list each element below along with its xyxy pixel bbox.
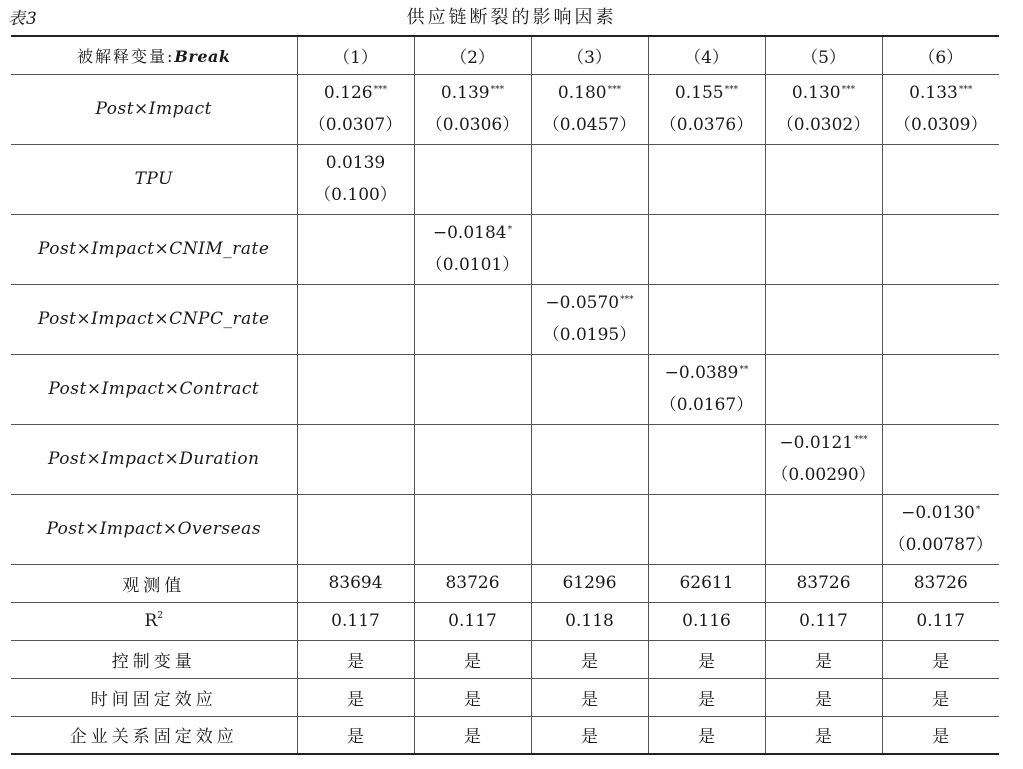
- dependent-variable-label: [11, 36, 297, 74]
- significance-stars: **: [739, 365, 749, 375]
- time-fe-value: 是: [414, 678, 531, 716]
- r-squared-value: 0.117: [882, 602, 999, 640]
- significance-stars: ***: [841, 85, 856, 95]
- table-title: 供应链断裂的影响因素: [406, 7, 617, 28]
- controls-value: 是: [297, 640, 414, 678]
- estimate-stack: [532, 77, 648, 141]
- coefficient-value-line: [326, 147, 385, 179]
- coefficient-value: −0.0570: [545, 293, 620, 313]
- standard-error: （0.0376）: [659, 115, 754, 135]
- coefficient-rows: [11, 74, 999, 564]
- r-squared-value: 0.117: [765, 602, 882, 640]
- significance-stars: ***: [607, 85, 622, 95]
- coefficient-cell: [531, 284, 648, 354]
- coefficient-cell: [765, 144, 882, 214]
- coefficient-value-line: [901, 497, 980, 529]
- coefficient-cell: [297, 144, 414, 214]
- coefficient-row: [11, 214, 999, 284]
- observations-value: 83694: [297, 564, 414, 602]
- standard-error: （0.00290）: [771, 465, 876, 485]
- firm-pair-fe-value: 是: [297, 716, 414, 754]
- coefficient-value: −0.0121: [779, 433, 854, 453]
- coefficient-row: [11, 144, 999, 214]
- variable-label: Post×Impact: [11, 74, 297, 144]
- standard-error: （0.100）: [314, 185, 397, 205]
- firm-pair-fe-label: 企业关系固定效应: [11, 716, 297, 754]
- firm-pair-fe-value: 是: [414, 716, 531, 754]
- observations-value: 83726: [414, 564, 531, 602]
- coefficient-cell: [414, 74, 531, 144]
- coefficient-cell: [648, 74, 765, 144]
- coefficient-cell: [648, 144, 765, 214]
- firm-pair-fe-value: 是: [882, 716, 999, 754]
- column-header-6: （6）: [882, 36, 999, 74]
- column-header-4: （4）: [648, 36, 765, 74]
- coefficient-cell: [882, 494, 999, 564]
- coefficient-value-line: [433, 217, 512, 249]
- variable-label: Post×Impact×CNPC_rate: [11, 284, 297, 354]
- coefficient-value-line: [779, 427, 867, 459]
- coefficient-value: −0.0130: [901, 503, 975, 523]
- coefficient-cell: [531, 354, 648, 424]
- coefficient-cell: [648, 214, 765, 284]
- coefficient-cell: [882, 74, 999, 144]
- coefficient-value-line: [665, 357, 749, 389]
- estimate-stack: [415, 217, 531, 281]
- variable-label: Post×Impact×Duration: [11, 424, 297, 494]
- coefficient-row: [11, 74, 999, 144]
- statistics-rows: [11, 564, 999, 754]
- observations-row: [11, 564, 999, 602]
- standard-error: （0.00787）: [888, 535, 993, 555]
- controls-row: [11, 640, 999, 678]
- estimate-stack: [883, 77, 1000, 141]
- standard-error: （0.0101）: [425, 255, 520, 275]
- dep-var-name: Break: [174, 46, 231, 66]
- coefficient-cell: [414, 214, 531, 284]
- observations-value: 83726: [765, 564, 882, 602]
- coefficient-cell: [531, 424, 648, 494]
- regression-table: [11, 35, 999, 755]
- standard-error: （0.0307）: [308, 115, 403, 135]
- column-header-1: （1）: [297, 36, 414, 74]
- observations-value: 62611: [648, 564, 765, 602]
- coefficient-value: 0.180: [557, 83, 607, 103]
- significance-stars: ***: [854, 435, 868, 445]
- coefficient-value: 0.0139: [325, 153, 386, 173]
- variable-label: Post×Impact×Contract: [11, 354, 297, 424]
- observations-value: 83726: [882, 564, 999, 602]
- standard-error: （0.0457）: [542, 115, 637, 135]
- coefficient-cell: [414, 144, 531, 214]
- coefficient-value-line: [675, 77, 738, 109]
- estimate-stack: [649, 77, 765, 141]
- table-number: 表3: [8, 9, 38, 29]
- coefficient-cell: [765, 354, 882, 424]
- coefficient-value: 0.130: [791, 83, 841, 103]
- coefficient-cell: [414, 284, 531, 354]
- coefficient-cell: [648, 424, 765, 494]
- time-fe-value: 是: [531, 678, 648, 716]
- controls-value: 是: [531, 640, 648, 678]
- significance-stars: *: [507, 225, 513, 235]
- estimate-stack: [415, 77, 531, 141]
- coefficient-row: [11, 284, 999, 354]
- column-header-2: （2）: [414, 36, 531, 74]
- coefficient-value: 0.139: [440, 83, 490, 103]
- coefficient-value-line: [545, 287, 633, 319]
- coefficient-value-line: [441, 77, 504, 109]
- coefficient-cell: [765, 214, 882, 284]
- coefficient-cell: [648, 494, 765, 564]
- coefficient-cell: [414, 494, 531, 564]
- column-header-5: （5）: [765, 36, 882, 74]
- firm-pair-fe-value: 是: [648, 716, 765, 754]
- observations-label: 观测值: [11, 564, 297, 602]
- coefficient-value-line: [909, 77, 972, 109]
- controls-value: 是: [765, 640, 882, 678]
- estimate-stack: [532, 287, 648, 351]
- r-squared-value: 0.118: [531, 602, 648, 640]
- coefficient-cell: [297, 74, 414, 144]
- estimate-stack: [766, 77, 882, 141]
- r-squared-row: [11, 602, 999, 640]
- estimate-stack: [766, 427, 882, 491]
- controls-value: 是: [648, 640, 765, 678]
- coefficient-row: [11, 424, 999, 494]
- coefficient-cell: [297, 354, 414, 424]
- header-row: [11, 36, 999, 74]
- r-squared-label: [11, 602, 297, 640]
- standard-error: （0.0302）: [776, 115, 871, 135]
- coefficient-cell: [531, 144, 648, 214]
- time-fe-label: 时间固定效应: [11, 678, 297, 716]
- time-fe-row: [11, 678, 999, 716]
- estimate-stack: [298, 147, 414, 211]
- coefficient-cell: [882, 284, 999, 354]
- coefficient-value-line: [792, 77, 855, 109]
- firm-pair-fe-row: [11, 716, 999, 754]
- coefficient-cell: [882, 144, 999, 214]
- variable-label: TPU: [11, 144, 297, 214]
- coefficient-cell: [531, 74, 648, 144]
- significance-stars: *: [975, 505, 981, 515]
- coefficient-value-line: [324, 77, 387, 109]
- standard-error: （0.0167）: [659, 395, 754, 415]
- standard-error: （0.0195）: [542, 325, 637, 345]
- r-squared-value: 0.116: [648, 602, 765, 640]
- firm-pair-fe-value: 是: [531, 716, 648, 754]
- controls-label: 控制变量: [11, 640, 297, 678]
- firm-pair-fe-value: 是: [765, 716, 882, 754]
- coefficient-cell: [414, 424, 531, 494]
- r-squared-base: R: [144, 611, 158, 631]
- coefficient-cell: [531, 494, 648, 564]
- coefficient-value: −0.0389: [664, 363, 739, 383]
- coefficient-cell: [531, 214, 648, 284]
- coefficient-cell: [765, 74, 882, 144]
- r-squared-sup: 2: [157, 611, 164, 621]
- coefficient-cell: [297, 424, 414, 494]
- r-squared-value: 0.117: [297, 602, 414, 640]
- coefficient-cell: [297, 494, 414, 564]
- significance-stars: ***: [620, 295, 634, 305]
- time-fe-value: 是: [882, 678, 999, 716]
- significance-stars: ***: [958, 85, 973, 95]
- coefficient-cell: [882, 424, 999, 494]
- coefficient-cell: [882, 214, 999, 284]
- coefficient-cell: [648, 354, 765, 424]
- time-fe-value: 是: [297, 678, 414, 716]
- variable-label: Post×Impact×Overseas: [11, 494, 297, 564]
- estimate-stack: [883, 497, 1000, 561]
- column-header-3: （3）: [531, 36, 648, 74]
- standard-error: （0.0306）: [425, 115, 520, 135]
- coefficient-value-line: [558, 77, 621, 109]
- coefficient-row: [11, 354, 999, 424]
- coefficient-value: −0.0184: [432, 223, 507, 243]
- coefficient-cell: [414, 354, 531, 424]
- variable-label: Post×Impact×CNIM_rate: [11, 214, 297, 284]
- coefficient-cell: [882, 354, 999, 424]
- coefficient-cell: [648, 284, 765, 354]
- coefficient-value: 0.155: [674, 83, 724, 103]
- coefficient-row: [11, 494, 999, 564]
- standard-error: （0.0309）: [894, 115, 988, 135]
- time-fe-value: 是: [648, 678, 765, 716]
- coefficient-cell: [765, 424, 882, 494]
- table-caption: [0, 0, 1023, 34]
- coefficient-cell: [765, 284, 882, 354]
- significance-stars: ***: [373, 85, 388, 95]
- r-squared-value: 0.117: [414, 602, 531, 640]
- estimate-stack: [298, 77, 414, 141]
- estimate-stack: [649, 357, 765, 421]
- time-fe-value: 是: [765, 678, 882, 716]
- coefficient-cell: [297, 214, 414, 284]
- significance-stars: ***: [490, 85, 505, 95]
- dep-var-prefix: 被解释变量:: [77, 46, 175, 66]
- observations-value: 61296: [531, 564, 648, 602]
- significance-stars: ***: [724, 85, 739, 95]
- coefficient-value: 0.126: [323, 83, 373, 103]
- coefficient-cell: [765, 494, 882, 564]
- coefficient-value: 0.133: [909, 83, 958, 103]
- coefficient-cell: [297, 284, 414, 354]
- controls-value: 是: [414, 640, 531, 678]
- controls-value: 是: [882, 640, 999, 678]
